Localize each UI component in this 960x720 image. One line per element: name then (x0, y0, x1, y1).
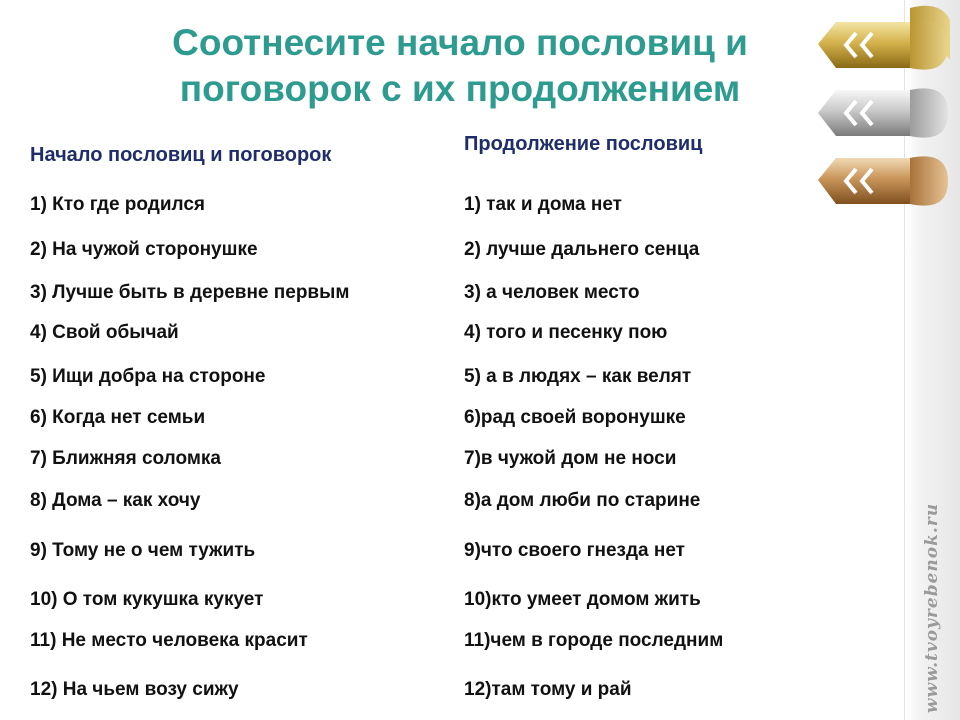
column-header-right: Продолжение пословиц (464, 133, 703, 155)
proverb-end-4: 4) того и песенку пою (464, 322, 668, 343)
title-line-1: Соотнесите начало пословиц и (172, 22, 748, 63)
proverb-end-8: 8)а дом люби по старине (464, 490, 701, 511)
bronze-ribbon-icon (818, 156, 948, 205)
proverb-start-12: 12) На чьем возу сижу (30, 679, 239, 700)
proverb-end-10: 10)кто умеет домом жить (464, 589, 701, 610)
proverb-end-12: 12)там тому и рай (464, 679, 632, 700)
proverb-end-7: 7)в чужой дом не носи (464, 448, 677, 469)
proverb-start-9: 9) Тому не о чем тужить (30, 540, 256, 561)
title-line-2: поговорок с их продолжением (179, 68, 741, 109)
watermark: www.tvoyrebenok.ru (922, 502, 942, 714)
proverb-start-11: 11) Не место человека красит (30, 630, 308, 651)
proverb-start-7: 7) Ближняя соломка (30, 448, 221, 469)
proverb-start-3: 3) Лучше быть в деревне первым (30, 282, 350, 303)
proverb-start-5: 5) Ищи добра на стороне (30, 366, 266, 387)
proverb-start-8: 8) Дома – как хочу (30, 490, 201, 511)
proverb-start-4: 4) Свой обычай (30, 322, 179, 343)
column-header-left: Начало пословиц и поговорок (30, 144, 332, 166)
proverb-end-11: 11)чем в городе последним (464, 630, 724, 651)
proverb-start-1: 1) Кто где родился (30, 194, 205, 215)
proverb-end-9: 9)что своего гнезда нет (464, 540, 685, 561)
proverb-start-2: 2) На чужой сторонушке (30, 239, 258, 260)
proverb-start-10: 10) О том кукушка кукует (30, 589, 264, 610)
page-title (60, 20, 860, 112)
proverb-end-6: 6)рад своей воронушке (464, 407, 686, 428)
proverb-end-5: 5) а в людях – как велят (464, 366, 692, 387)
proverb-end-2: 2) лучше дальнего сенца (464, 239, 700, 260)
proverb-end-1: 1) так и дома нет (464, 194, 622, 215)
proverb-end-3: 3) а человек место (464, 282, 640, 303)
proverb-start-6: 6) Когда нет семьи (30, 407, 206, 428)
